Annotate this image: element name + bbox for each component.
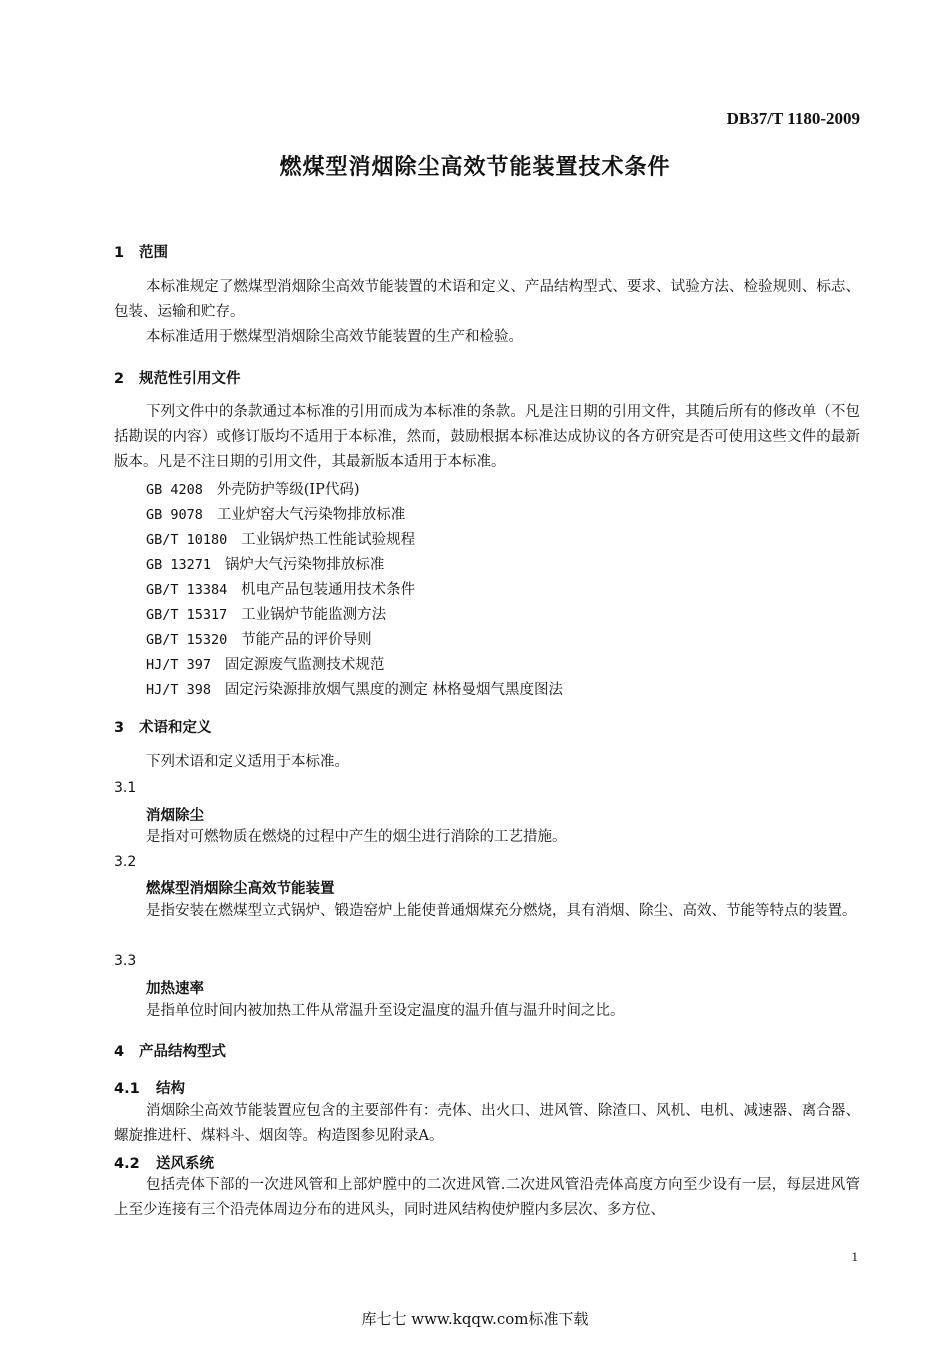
section-number: 1 (114, 245, 125, 261)
reference-title: 机电产品包装通用技术条件 (241, 582, 416, 598)
section-2-paragraph-1: 下列文件中的条款通过本标准的引用而成为本标准的条款。凡是注日期的引用文件，其随后所有的修改单（不包括勘误的内容）或修订版均不适用于本标准，然而，鼓励根据本标准达成协议的各方研究是否可使用这些文件的最新版本。凡是不注日期的引用文件，其最新版本适用于本标准。 (114, 404, 860, 470)
subsection-4-2-text: 包括壳体下部的一次进风管和上部炉膛中的二次进风管.二次进风管沿壳体高度方向至少设有一层，每层进风管上至少连接有三个沿壳体周边分布的进风头，同时进风结构使炉膛内多层次、多方位、 (114, 1177, 860, 1218)
term-definition: 是指对可燃物质在燃烧的过程中产生的烟尘进行消除的工艺措施。 (146, 829, 567, 845)
section-4-heading (114, 1040, 226, 1061)
reference-title: 锅炉大气污染物排放标准 (224, 557, 385, 573)
section-3-intro: 下列术语和定义适用于本标准。 (146, 754, 349, 770)
reference-title: 节能产品的评价导则 (241, 632, 372, 648)
section-title: 范围 (139, 245, 168, 261)
reference-title: 工业炉窑大气污染物排放标准 (216, 507, 406, 523)
reference-code: GB 9078 (146, 507, 203, 523)
section-number: 3 (114, 720, 125, 736)
reference-code: GB/T 13384 (146, 582, 228, 598)
term-definition: 是指单位时间内被加热工件从常温升至设定温度的温升值与温升时间之比。 (146, 1003, 625, 1019)
reference-title: 固定污染源排放烟气黑度的测定 林格曼烟气黑度图法 (224, 682, 563, 698)
subsection-number: 4.1 (114, 1081, 140, 1097)
term-name: 燃煤型消烟除尘高效节能装置 (146, 881, 335, 897)
term-name: 加热速率 (146, 981, 204, 997)
reference-code: GB 13271 (146, 557, 212, 573)
reference-code: HJ/T 398 (146, 682, 212, 698)
term-definition: 是指安装在燃煤型立式锅炉、锻造窑炉上能使普通烟煤充分燃烧，具有消烟、除尘、高效、节能等特点的装置。 (146, 903, 857, 919)
section-number: 4 (114, 1044, 125, 1060)
reference-title: 工业锅炉热工性能试验规程 (241, 532, 416, 548)
reference-code: GB/T 15320 (146, 632, 228, 648)
subsection-title: 送风系统 (156, 1156, 214, 1172)
reference-title: 固定源废气监测技术规范 (224, 657, 385, 673)
subsection-number: 4.2 (114, 1156, 140, 1172)
section-number: 2 (114, 371, 125, 387)
reference-item (146, 653, 384, 674)
section-1-paragraph-1: 本标准规定了燃煤型消烟除尘高效节能装置的术语和定义、产品结构型式、要求、试验方法、检验规则、标志、包装、运输和贮存。 (114, 279, 860, 320)
section-2-heading (114, 367, 241, 388)
clause-number: 3.2 (114, 854, 137, 870)
section-1-heading (114, 241, 168, 262)
standard-code: DB37/T 1180-2009 (726, 109, 860, 128)
reference-code: GB/T 15317 (146, 607, 228, 623)
subsection-4-1-text: 消烟除尘高效节能装置应包含的主要部件有：壳体、出火口、进风管、除渣口、风机、电机、减速器、离合器、螺旋推进杆、煤料斗、烟囱等。构造图参见附录A。 (114, 1103, 860, 1144)
reference-code: GB/T 10180 (146, 532, 228, 548)
reference-item (146, 528, 415, 549)
subsection-title: 结构 (156, 1081, 185, 1097)
section-title: 规范性引用文件 (139, 371, 241, 387)
subsection-4-2-heading (114, 1152, 214, 1173)
page-number: 1 (851, 1249, 858, 1264)
reference-item (146, 553, 384, 574)
reference-item (146, 478, 360, 499)
term-name: 消烟除尘 (146, 808, 204, 824)
section-title: 术语和定义 (139, 720, 212, 736)
reference-item (146, 628, 372, 649)
reference-code: HJ/T 397 (146, 657, 212, 673)
clause-number: 3.3 (114, 953, 137, 969)
section-1-paragraph-2: 本标准适用于燃煤型消烟除尘高效节能装置的生产和检验。 (146, 329, 523, 345)
reference-title: 外壳防护等级(IP代码) (216, 482, 360, 498)
section-title: 产品结构型式 (139, 1044, 226, 1060)
document-title: 燃煤型消烟除尘高效节能装置技术条件 (279, 155, 671, 180)
section-3-heading (114, 716, 212, 737)
reference-code: GB 4208 (146, 482, 203, 498)
reference-item (146, 578, 415, 599)
reference-item (146, 503, 405, 524)
reference-item (146, 603, 386, 624)
clause-number: 3.1 (114, 780, 137, 796)
reference-item (146, 678, 563, 699)
footer-source: 库七七 www.kqqw.com标准下载 (361, 1310, 589, 1328)
subsection-4-1-heading (114, 1077, 185, 1098)
reference-title: 工业锅炉节能监测方法 (241, 607, 387, 623)
